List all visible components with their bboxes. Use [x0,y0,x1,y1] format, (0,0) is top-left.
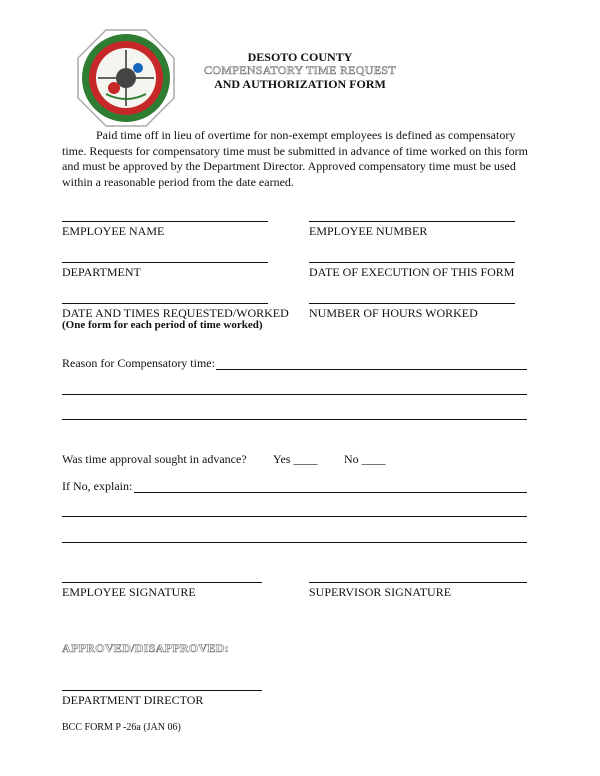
form-code: BCC FORM P -26a (JAN 06) [62,722,181,733]
explain-line-3[interactable] [62,542,527,543]
no-option[interactable]: No ____ [344,452,386,466]
form-subtitle: AND AUTHORIZATION FORM [214,77,386,91]
dates-note: (One form for each period of time worked) [62,319,263,331]
explain-label: If No, explain: [62,479,133,493]
seal-icon [76,28,176,128]
explain-line-1[interactable] [134,492,527,493]
director-signature-line[interactable] [62,690,262,691]
employee-number-line[interactable] [309,221,515,222]
employee-signature-line[interactable] [62,582,262,583]
employee-signature-label: EMPLOYEE SIGNATURE [62,585,196,599]
employee-name-line[interactable] [62,221,268,222]
execution-date-label: DATE OF EXECUTION OF THIS FORM [309,265,515,279]
employee-name-label: EMPLOYEE NAME [62,224,165,238]
department-label: DEPARTMENT [62,265,141,279]
employee-number-label: EMPLOYEE NUMBER [309,224,428,238]
reason-line-2[interactable] [62,394,527,395]
supervisor-signature-line[interactable] [309,582,527,583]
dates-requested-line[interactable] [62,303,268,304]
reason-line-3[interactable] [62,419,527,420]
county-title: DESOTO COUNTY [247,50,353,64]
reason-label: Reason for Compensatory time: [62,356,215,370]
approval-question: Was time approval sought in advance? [62,452,247,466]
form-title: COMPENSATORY TIME REQUEST [204,63,396,77]
director-label: DEPARTMENT DIRECTOR [62,693,204,707]
execution-date-line[interactable] [309,262,515,263]
hours-worked-line[interactable] [309,303,515,304]
dates-requested-label: DATE AND TIMES REQUESTED/WORKED [62,306,289,320]
department-line[interactable] [62,262,268,263]
explain-line-2[interactable] [62,516,527,517]
hours-worked-label: NUMBER OF HOURS WORKED [309,306,478,320]
reason-line-1[interactable] [216,369,527,370]
intro-paragraph: Paid time off in lieu of overtime for non-exempt employees is defined as compensatory time. Requests for compensatory time must be submitted in advance of time worked on this form and must be approved by the Department Director. Approved compensatory time must be used within a reasonable period from the date earned. [62,128,528,189]
supervisor-signature-label: SUPERVISOR SIGNATURE [309,585,452,599]
yes-option[interactable]: Yes ____ [273,452,318,466]
county-seal [76,28,176,128]
approval-status-label: APPROVED/DISAPPROVED: [62,641,229,655]
